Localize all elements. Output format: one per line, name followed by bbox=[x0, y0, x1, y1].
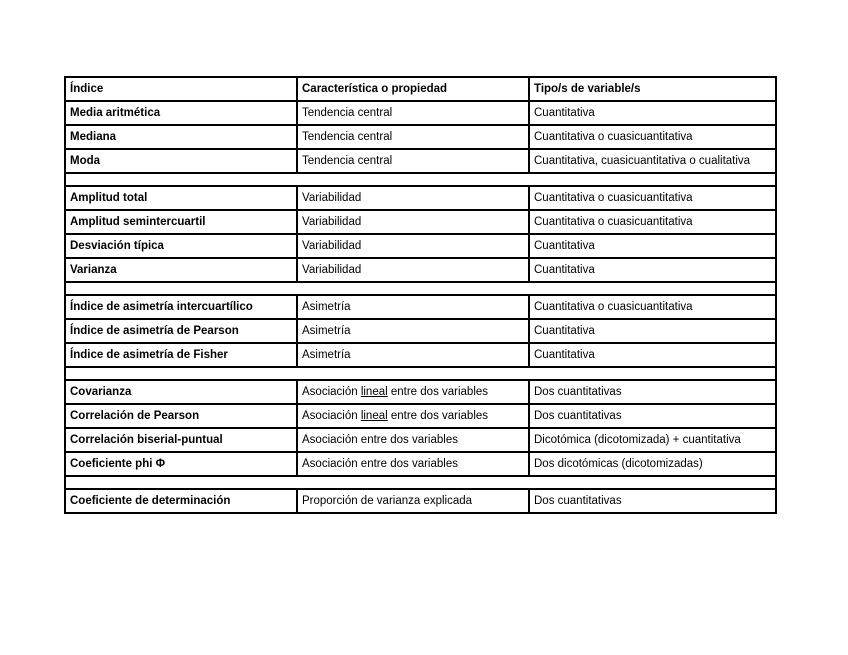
separator-cell bbox=[65, 367, 776, 380]
row-property: Asociación entre dos variables bbox=[297, 428, 529, 452]
property-emphasis: lineal bbox=[360, 410, 388, 422]
row-variable-type: Dicotómica (dicotomizada) + cuantitativa bbox=[529, 428, 776, 452]
row-variable-type: Dos cuantitativas bbox=[529, 404, 776, 428]
row-index: Coeficiente phi Φ bbox=[65, 452, 297, 476]
row-index: Varianza bbox=[65, 258, 297, 282]
table-row bbox=[65, 428, 776, 452]
row-variable-type: Cuantitativa o cuasicuantitativa bbox=[529, 210, 776, 234]
property-prefix: Asociación bbox=[302, 386, 361, 398]
row-property bbox=[297, 380, 529, 404]
separator-cell bbox=[65, 476, 776, 489]
table-row bbox=[65, 404, 776, 428]
group-separator bbox=[65, 476, 776, 489]
table-row bbox=[65, 210, 776, 234]
group-separator bbox=[65, 367, 776, 380]
table-row bbox=[65, 489, 776, 513]
row-property: Variabilidad bbox=[297, 210, 529, 234]
row-property: Tendencia central bbox=[297, 149, 529, 173]
property-suffix: entre dos variables bbox=[387, 410, 489, 422]
row-index: Media aritmética bbox=[65, 101, 297, 125]
separator-cell bbox=[65, 173, 776, 186]
row-variable-type: Cuantitativa bbox=[529, 258, 776, 282]
row-index: Mediana bbox=[65, 125, 297, 149]
row-index: Índice de asimetría de Fisher bbox=[65, 343, 297, 367]
table-row bbox=[65, 149, 776, 173]
header-index: Índice bbox=[65, 77, 297, 101]
row-property: Variabilidad bbox=[297, 186, 529, 210]
row-property: Asimetría bbox=[297, 295, 529, 319]
table-row bbox=[65, 186, 776, 210]
row-property: Variabilidad bbox=[297, 234, 529, 258]
row-index: Amplitud total bbox=[65, 186, 297, 210]
table-row bbox=[65, 125, 776, 149]
row-variable-type: Dos cuantitativas bbox=[529, 380, 776, 404]
row-property: Variabilidad bbox=[297, 258, 529, 282]
row-variable-type: Cuantitativa o cuasicuantitativa bbox=[529, 295, 776, 319]
property-emphasis: lineal bbox=[360, 386, 388, 398]
row-property: Asimetría bbox=[297, 343, 529, 367]
table-row bbox=[65, 258, 776, 282]
row-property: Proporción de varianza explicada bbox=[297, 489, 529, 513]
property-prefix: Asociación bbox=[302, 410, 361, 422]
table-row bbox=[65, 452, 776, 476]
row-variable-type: Cuantitativa bbox=[529, 319, 776, 343]
row-index: Índice de asimetría intercuartílico bbox=[65, 295, 297, 319]
row-variable-type: Dos dicotómicas (dicotomizadas) bbox=[529, 452, 776, 476]
row-index: Correlación de Pearson bbox=[65, 404, 297, 428]
row-variable-type: Cuantitativa o cuasicuantitativa bbox=[529, 125, 776, 149]
row-variable-type: Dos cuantitativas bbox=[529, 489, 776, 513]
table-row bbox=[65, 380, 776, 404]
row-index: Correlación biserial-puntual bbox=[65, 428, 297, 452]
row-variable-type: Cuantitativa bbox=[529, 234, 776, 258]
row-property: Tendencia central bbox=[297, 101, 529, 125]
property-suffix: entre dos variables bbox=[387, 386, 489, 398]
row-index: Desviación típica bbox=[65, 234, 297, 258]
table-header-row bbox=[65, 77, 776, 101]
group-separator bbox=[65, 173, 776, 186]
row-variable-type: Cuantitativa bbox=[529, 343, 776, 367]
row-index: Moda bbox=[65, 149, 297, 173]
row-property: Asociación entre dos variables bbox=[297, 452, 529, 476]
table-row bbox=[65, 101, 776, 125]
header-variable-type: Tipo/s de variable/s bbox=[529, 77, 776, 101]
row-property bbox=[297, 404, 529, 428]
row-index: Índice de asimetría de Pearson bbox=[65, 319, 297, 343]
group-separator bbox=[65, 282, 776, 295]
row-index: Amplitud semintercuartil bbox=[65, 210, 297, 234]
header-property: Característica o propiedad bbox=[297, 77, 529, 101]
row-index: Covarianza bbox=[65, 380, 297, 404]
row-variable-type: Cuantitativa bbox=[529, 101, 776, 125]
separator-cell bbox=[65, 282, 776, 295]
table-row bbox=[65, 295, 776, 319]
row-index: Coeficiente de determinación bbox=[65, 489, 297, 513]
row-variable-type: Cuantitativa o cuasicuantitativa bbox=[529, 186, 776, 210]
statistics-index-table bbox=[64, 76, 777, 514]
row-property: Tendencia central bbox=[297, 125, 529, 149]
table-row bbox=[65, 234, 776, 258]
table-row bbox=[65, 343, 776, 367]
row-property: Asimetría bbox=[297, 319, 529, 343]
row-variable-type: Cuantitativa, cuasicuantitativa o cualitativa bbox=[529, 149, 776, 173]
table-row bbox=[65, 319, 776, 343]
